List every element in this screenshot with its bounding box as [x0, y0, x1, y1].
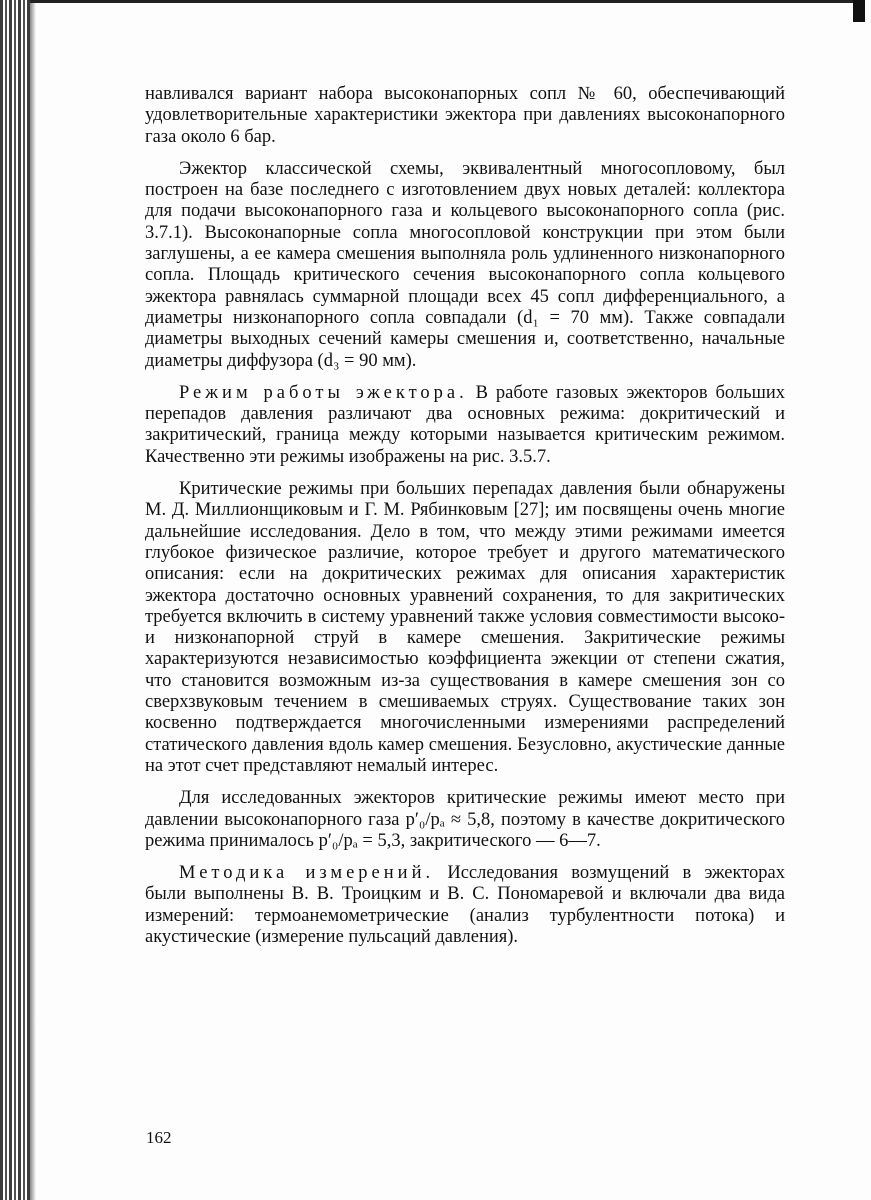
section-heading-ejector-mode: Режим работы эжектора. [179, 382, 468, 403]
scan-top-edge [30, 0, 865, 3]
paragraph-5: Для исследованных эжекторов критические режимы имеют место при давлении высоконапорного газа p′₀/pₐ ≈ 5,8, поэтому в качестве докритического режима принималось p′₀/pₐ = 5,3, закритического — 6—7. [145, 788, 785, 851]
paragraph-4: Критические режимы при больших перепадах давления были обнаружены М. Д. Миллионщиковым и Г. М. Рябинковым [27]; им посвящены очень многие дальнейшие исследования. Дело в том, что между этими режимами имеется глубокое физическое различие, которое требует и другого математического описания: если на докритических режимах для описания характеристик эжектора достаточно основных уравнений сохранения, то для закритических требуется включить в систему уравнений также условия совместимости высоко- и низконапорной струй в камере смешения. Закритические режимы характеризуются независимостью коэффициента эжекции от степени сжатия, что становится возможным из-за существования в камере смешения зон со сверхзвуковым течением в смешиваемых струях. Существование таких зон косвенно подтверждается многочисленными измерениями распределений статического давления вдоль камер смешения. Безусловно, акустические данные на этот счет представляют немалый интерес. [145, 479, 785, 776]
page-number: 162 [146, 1128, 172, 1147]
scan-binding-edge [0, 0, 30, 1200]
paragraph-6-text: Исследования возмущений в эжекторах были выполнены В. В. Троицким и В. С. Пономаревой и включали два вида измерений: термоанемометрические (анализ турбулентности потока) и акустические (измерение пульсаций давления). [145, 863, 785, 947]
page-body [145, 84, 785, 959]
paragraph-3 [145, 383, 785, 468]
paragraph-1: навливался вариант набора высоконапорных сопл № 60, обеспечивающий удовлетворительные характеристики эжектора при давлениях высоконапорного газа около 6 бар. [145, 84, 785, 147]
paragraph-3-text: В работе газовых эжекторов больших перепадов давления различают два основных режима: докритический и закритический, граница между которыми называется критическим режимом. Качественно эти режимы изображены на рис. 3.5.7. [145, 382, 785, 467]
paragraph-2: Эжектор классической схемы, эквивалентный многосопловому, был построен на базе последнего с изготовлением двух новых деталей: коллектора для подачи высоконапорного газа и кольцевого высоконапорного сопла (рис. 3.7.1). Высоконапорные сопла многосопловой конструкции при этом были заглушены, а ее камера смешения выполняла роль удлиненного низконапорного сопла. Площадь критического сечения высоконапорного сопла кольцевого эжектора равнялась суммарной площади всех 45 сопл дифференциального, а диаметры низконапорного сопла совпадали (d₁ = 70 мм). Также совпадали диаметры выходных сечений камеры смешения и, соответственно, начальные диаметры диффузора (d₃ = 90 мм). [145, 158, 785, 371]
scan-binding-shade [30, 0, 36, 1200]
paragraph-6 [145, 863, 785, 948]
section-heading-measurement-method: Методика измерений. [179, 863, 435, 884]
scan-corner-mark [853, 0, 865, 22]
